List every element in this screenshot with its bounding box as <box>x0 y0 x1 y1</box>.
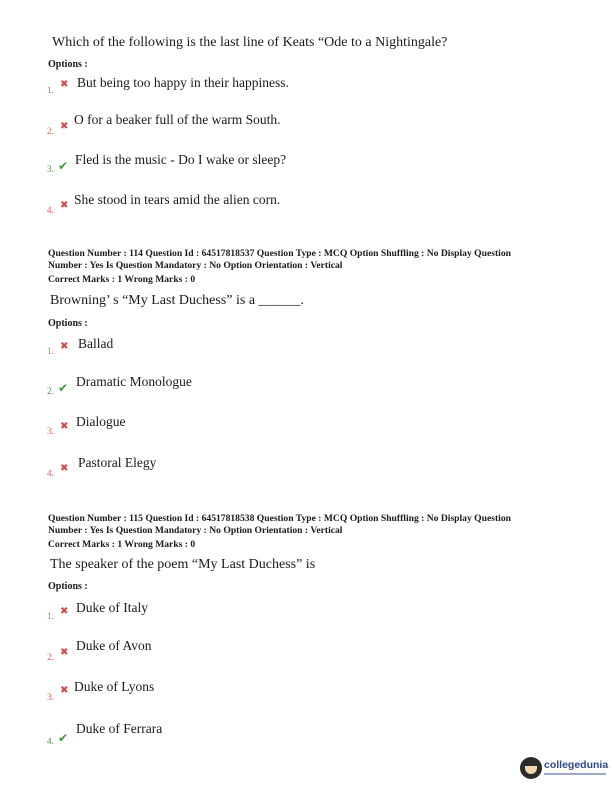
wrong-mark-icon: ✖ <box>60 79 69 90</box>
q114-opt4-number: 4. <box>47 468 54 478</box>
q113-opt3-text: Fled is the music - Do I wake or sleep? <box>75 152 287 167</box>
q113-options-label: Options : <box>48 59 88 70</box>
question-114-text: Browning’ s “My Last Duchess” is a ______. <box>50 293 305 308</box>
q115-opt3-number: 3. <box>47 692 54 702</box>
q114-opt3-number: 3. <box>47 426 54 436</box>
correct-check-icon: ✔ <box>58 381 69 395</box>
mascot-icon <box>520 757 542 779</box>
q113-opt3-number: 3. <box>47 164 54 174</box>
wrong-mark-icon: ✖ <box>60 421 69 432</box>
wrong-mark-icon: ✖ <box>60 685 69 696</box>
q115-opt1-number: 1. <box>47 611 54 621</box>
logo-text: collegedunia <box>544 759 609 771</box>
q113-opt1-number: 1. <box>47 85 54 95</box>
q114-opt4-text: Pastoral Elegy <box>78 455 157 470</box>
q113-opt2-number: 2. <box>47 126 54 136</box>
q113-opt4-number: 4. <box>47 205 54 215</box>
q115-options-label: Options : <box>48 581 88 592</box>
wrong-mark-icon: ✖ <box>60 200 69 211</box>
q113-opt1-text: But being too happy in their happiness. <box>77 75 289 90</box>
logo-tagline-decoration <box>544 773 606 775</box>
q114-options-label: Options : <box>48 318 88 329</box>
q114-meta-line2: Number : Yes Is Question Mandatory : No Option Orientation : Vertical <box>48 260 343 271</box>
q115-meta-line2: Number : Yes Is Question Mandatory : No Option Orientation : Vertical <box>48 525 343 536</box>
q114-opt1-text: Ballad <box>78 336 114 351</box>
q114-meta-line1: Question Number : 114 Question Id : 64517818537 Question Type : MCQ Option Shuffling : No Display Question <box>48 248 511 259</box>
q114-meta <box>48 248 588 272</box>
wrong-mark-icon: ✖ <box>60 121 69 132</box>
wrong-mark-icon: ✖ <box>60 647 69 658</box>
q115-opt4-text: Duke of Ferrara <box>76 721 163 736</box>
q114-opt1-number: 1. <box>47 346 54 356</box>
q115-meta-line1: Question Number : 115 Question Id : 64517818538 Question Type : MCQ Option Shuffling : No Display Question <box>48 513 511 524</box>
question-113-text: Which of the following is the last line of Keats “Ode to a Nightingale? <box>52 35 448 50</box>
q115-opt1-text: Duke of Italy <box>76 600 148 615</box>
q115-opt2-text: Duke of Avon <box>76 638 152 653</box>
q115-marks: Correct Marks : 1 Wrong Marks : 0 <box>48 539 196 550</box>
q115-opt3-text: Duke of Lyons <box>74 679 155 694</box>
q115-meta <box>48 513 588 537</box>
q114-marks: Correct Marks : 1 Wrong Marks : 0 <box>48 274 196 285</box>
wrong-mark-icon: ✖ <box>60 606 69 617</box>
wrong-mark-icon: ✖ <box>60 463 69 474</box>
q115-opt4-number: 4. <box>47 736 54 746</box>
question-115-text: The speaker of the poem “My Last Duchess” is <box>50 557 316 572</box>
collegedunia-logo <box>520 755 608 785</box>
correct-check-icon: ✔ <box>58 159 69 173</box>
correct-check-icon: ✔ <box>58 731 69 745</box>
q114-opt2-number: 2. <box>47 386 54 396</box>
q113-opt2-text: O for a beaker full of the warm South. <box>74 112 281 127</box>
q115-opt2-number: 2. <box>47 652 54 662</box>
q114-opt2-text: Dramatic Monologue <box>76 374 192 389</box>
q114-opt3-text: Dialogue <box>76 414 126 429</box>
q113-opt4-text: She stood in tears amid the alien corn. <box>74 192 281 207</box>
wrong-mark-icon: ✖ <box>60 341 69 352</box>
